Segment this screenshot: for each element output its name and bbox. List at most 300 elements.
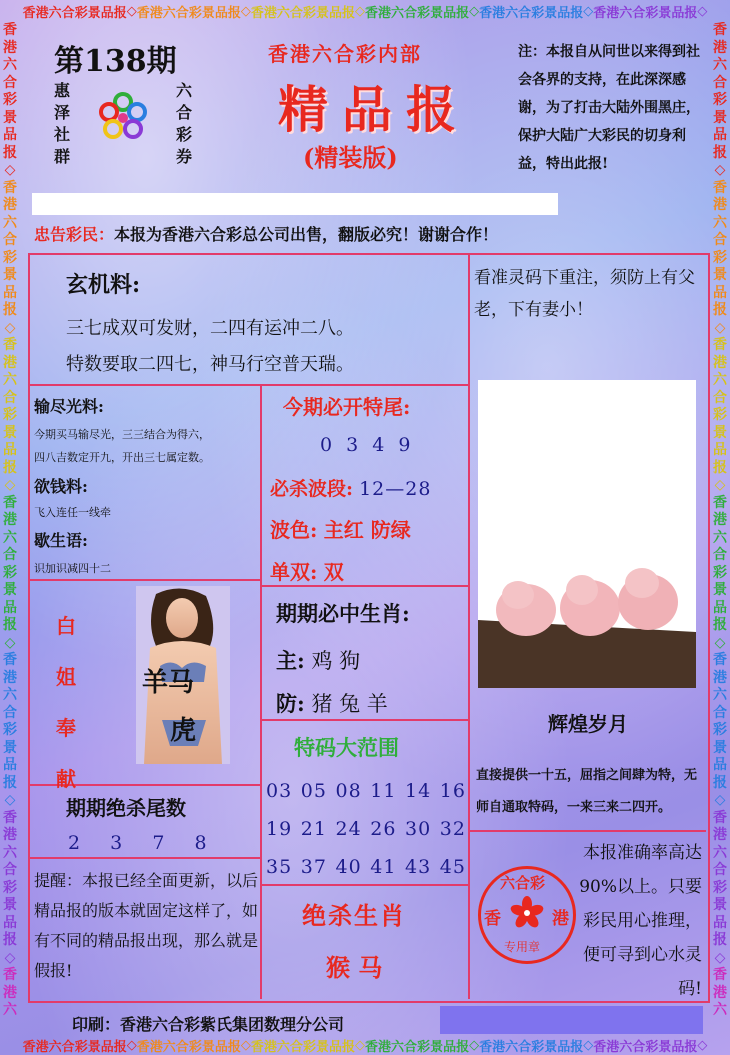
border-char: 六 bbox=[48, 1039, 62, 1055]
border-char: 港 bbox=[149, 5, 163, 21]
border-char: 港 bbox=[713, 669, 727, 686]
border-char: 港 bbox=[263, 5, 277, 21]
border-char: 彩 bbox=[3, 249, 17, 266]
border-char: 港 bbox=[3, 984, 17, 1001]
border-char: 港 bbox=[606, 1039, 620, 1055]
border-char: 品 bbox=[671, 1039, 685, 1055]
diamond-icon: ◇ bbox=[240, 3, 251, 19]
border-char: 品 bbox=[713, 442, 727, 458]
border-char: 景 bbox=[3, 897, 17, 913]
pigs-photo bbox=[478, 380, 696, 688]
divider bbox=[260, 386, 262, 999]
killzodiac-value: 猴 马 bbox=[326, 953, 383, 982]
color-value: 主红 防绿 bbox=[323, 518, 411, 542]
border-char: 六 bbox=[391, 5, 405, 21]
border-char: 景 bbox=[315, 1039, 329, 1055]
range-number: 21 bbox=[300, 818, 327, 840]
border-char: 景 bbox=[658, 1039, 672, 1055]
range-number: 37 bbox=[300, 856, 327, 878]
issue-number: 第138期 bbox=[54, 44, 177, 79]
slogan-char: 惠 bbox=[54, 81, 71, 100]
divider bbox=[262, 719, 468, 721]
xiesheng-title: 歇生语: bbox=[34, 531, 88, 550]
border-char: 香 bbox=[3, 652, 17, 668]
range-number: 35 bbox=[266, 856, 293, 878]
border-char: 合 bbox=[713, 74, 727, 91]
border-char: 港 bbox=[713, 984, 727, 1001]
border-char: 合 bbox=[3, 704, 17, 721]
divider bbox=[468, 255, 470, 999]
caption-char: 白 bbox=[56, 614, 76, 638]
diamond-icon: ◇ bbox=[4, 949, 16, 966]
zodiac-fang-line bbox=[276, 688, 388, 718]
border-char: 报 bbox=[3, 932, 17, 948]
border-char: 六 bbox=[713, 529, 727, 546]
border-char: 合 bbox=[61, 5, 75, 21]
border-char: 六 bbox=[276, 1039, 290, 1055]
border-char: 港 bbox=[713, 512, 727, 528]
girl-caption bbox=[56, 610, 76, 792]
border-char: 景 bbox=[713, 897, 727, 913]
border-char: 彩 bbox=[713, 879, 727, 896]
organization-name: 香港六合彩内部 bbox=[268, 42, 422, 66]
accuracy-text: 本报准确率高达90%以上。只要彩民用心推理，便可寻到心水灵码! bbox=[579, 843, 702, 999]
border-char: 景 bbox=[87, 5, 101, 21]
diamond-icon: ◇ bbox=[583, 3, 594, 19]
border-char: 香 bbox=[250, 1039, 264, 1055]
border-char: 景 bbox=[3, 582, 17, 598]
danshuang-label: 单双: bbox=[270, 560, 318, 584]
border-char: 景 bbox=[201, 5, 215, 21]
slogan-char: 群 bbox=[54, 147, 71, 166]
diamond-icon: ◇ bbox=[355, 3, 365, 19]
warning-label: 忠告彩民： bbox=[34, 225, 115, 244]
border-char: 港 bbox=[3, 39, 17, 56]
border-char: 六 bbox=[505, 1039, 519, 1055]
shujin-text-2: 四八吉数定开九，开出三七属定数。 bbox=[34, 451, 210, 464]
border-char: 景 bbox=[544, 1039, 558, 1055]
border-char: 六 bbox=[619, 1039, 633, 1055]
diamond-icon: ◇ bbox=[583, 1037, 594, 1053]
bo-value: 12—28 bbox=[359, 478, 432, 500]
border-char: 景 bbox=[658, 5, 672, 21]
border-char: 报 bbox=[3, 617, 17, 633]
border-char: 香 bbox=[713, 967, 727, 983]
border-char: 品 bbox=[3, 599, 17, 616]
border-char: 六 bbox=[276, 5, 290, 21]
border-char: 景 bbox=[713, 109, 727, 126]
border-char: 香 bbox=[3, 809, 17, 826]
border-char: 彩 bbox=[713, 564, 727, 581]
border-char: 香 bbox=[3, 22, 17, 38]
diamond-icon: ◇ bbox=[4, 162, 16, 178]
lottery-logo-icon bbox=[98, 92, 148, 142]
seal-bottom-text: 专用章 bbox=[504, 940, 541, 954]
border-char: 合 bbox=[289, 1039, 303, 1055]
border-char: 报 bbox=[341, 1039, 355, 1055]
diamond-icon: ◇ bbox=[126, 1037, 137, 1053]
border-char: 品 bbox=[443, 5, 457, 21]
border-char: 六 bbox=[713, 687, 727, 703]
range-number: 11 bbox=[370, 780, 397, 802]
color-label: 波色: bbox=[270, 518, 318, 542]
border-char: 香 bbox=[713, 22, 727, 38]
border-char: 六 bbox=[48, 5, 62, 21]
border-char: 彩 bbox=[302, 1039, 316, 1055]
range-number: 16 bbox=[439, 780, 466, 802]
diamond-icon: ◇ bbox=[469, 3, 480, 19]
border-char: 品 bbox=[3, 127, 17, 143]
border-char: 报 bbox=[713, 144, 727, 161]
border-char: 彩 bbox=[3, 722, 17, 738]
border-char: 彩 bbox=[531, 1039, 545, 1055]
shujin-text-1: 今期买马输尽光，三三结合为得六， bbox=[34, 428, 210, 441]
border-char: 合 bbox=[3, 547, 17, 563]
border-char: 彩 bbox=[188, 1039, 202, 1055]
yuqian-title: 欲钱料: bbox=[34, 477, 88, 496]
border-char: 报 bbox=[570, 5, 584, 21]
border-char: 六 bbox=[3, 529, 17, 546]
border-char: 合 bbox=[518, 1039, 532, 1055]
border-char: 六 bbox=[162, 5, 176, 21]
border-char: 合 bbox=[3, 862, 17, 878]
border-char: 品 bbox=[713, 914, 727, 931]
border-char: 合 bbox=[175, 1039, 189, 1055]
top-border-text bbox=[0, 0, 730, 22]
border-char: 香 bbox=[3, 494, 17, 511]
xuanji-title: 玄机料: bbox=[66, 272, 141, 298]
warning-text: 本报为香港六合彩总公司出售，翻版必究！谢谢合作！ bbox=[114, 225, 499, 244]
diamond-icon: ◇ bbox=[4, 477, 16, 493]
border-char: 六 bbox=[713, 214, 727, 231]
border-char: 六 bbox=[3, 57, 17, 73]
blank-banner bbox=[32, 193, 558, 215]
slogan-char: 券 bbox=[176, 147, 193, 166]
border-char: 品 bbox=[3, 757, 17, 773]
border-char: 六 bbox=[3, 844, 17, 861]
border-char: 品 bbox=[100, 1039, 114, 1055]
slogan-char: 社 bbox=[54, 125, 71, 144]
range-number: 41 bbox=[370, 856, 397, 878]
border-char: 品 bbox=[3, 914, 17, 931]
border-char: 港 bbox=[3, 512, 17, 528]
border-char: 彩 bbox=[74, 1039, 88, 1055]
slogan-char: 彩 bbox=[176, 125, 193, 144]
border-char: 香 bbox=[365, 5, 379, 21]
diamond-icon: ◇ bbox=[355, 1037, 365, 1053]
border-char: 品 bbox=[443, 1039, 457, 1055]
bottom-border-text bbox=[0, 1035, 730, 1055]
border-char: 彩 bbox=[417, 1039, 431, 1055]
border-char: 港 bbox=[3, 197, 17, 213]
border-char: 六 bbox=[3, 687, 17, 703]
range-number: 43 bbox=[405, 856, 432, 878]
border-char: 景 bbox=[87, 1039, 101, 1055]
border-char: 彩 bbox=[74, 5, 88, 21]
border-char: 港 bbox=[378, 1039, 392, 1055]
border-char: 彩 bbox=[645, 1039, 659, 1055]
border-char: 六 bbox=[619, 5, 633, 21]
border-char: 报 bbox=[113, 1039, 127, 1055]
border-char: 彩 bbox=[531, 5, 545, 21]
diamond-icon: ◇ bbox=[126, 3, 137, 19]
border-char: 合 bbox=[632, 5, 646, 21]
border-char: 景 bbox=[3, 109, 17, 126]
diamond-icon: ◇ bbox=[4, 792, 16, 808]
border-char: 彩 bbox=[3, 92, 17, 108]
border-char: 品 bbox=[671, 5, 685, 21]
footer-blue-block bbox=[440, 1006, 703, 1034]
right-border-text bbox=[710, 22, 730, 1035]
border-char: 报 bbox=[456, 1039, 470, 1055]
border-char: 六 bbox=[505, 5, 519, 21]
border-char: 六 bbox=[713, 1002, 727, 1018]
reminder-text: 提醒：本报已经全面更新，以后精品报的版本就固定这样了，如有不同的精品报出现，那么就是假报! bbox=[34, 871, 259, 980]
border-char: 港 bbox=[35, 5, 49, 21]
range-number: 30 bbox=[405, 818, 432, 840]
color-line bbox=[270, 514, 411, 543]
border-char: 品 bbox=[557, 1039, 571, 1055]
border-char: 彩 bbox=[3, 564, 17, 581]
danshuang-value: 双 bbox=[323, 560, 344, 584]
border-char: 景 bbox=[3, 739, 17, 756]
border-char: 香 bbox=[479, 5, 493, 21]
border-char: 合 bbox=[3, 74, 17, 91]
border-char: 景 bbox=[430, 1039, 444, 1055]
border-char: 港 bbox=[492, 5, 506, 21]
bo-label: 必杀波段: bbox=[270, 478, 354, 500]
border-char: 合 bbox=[3, 232, 17, 248]
border-char: 报 bbox=[113, 5, 127, 21]
border-char: 彩 bbox=[713, 249, 727, 266]
border-char: 香 bbox=[593, 1039, 607, 1055]
border-char: 景 bbox=[3, 267, 17, 283]
seal-top-text: 六合彩 bbox=[500, 874, 546, 892]
range-number: 24 bbox=[335, 818, 362, 840]
caption-char: 奉 bbox=[56, 716, 76, 740]
border-char: 港 bbox=[713, 197, 727, 213]
divider bbox=[470, 830, 706, 832]
photo-overlay-1: 羊马 bbox=[142, 668, 195, 698]
zodiac-title: 期期必中生肖: bbox=[276, 601, 410, 626]
killzodiac-title: 绝杀生肖 bbox=[302, 901, 406, 930]
range-number: 03 bbox=[266, 780, 293, 802]
diamond-icon: ◇ bbox=[4, 319, 16, 336]
bauhinia-flower-icon bbox=[510, 896, 544, 930]
border-char: 报 bbox=[713, 459, 727, 476]
border-char: 品 bbox=[713, 127, 727, 143]
range-title: 特码大范围 bbox=[294, 735, 399, 760]
diamond-icon: ◇ bbox=[4, 634, 16, 651]
border-char: 港 bbox=[3, 669, 17, 686]
border-char: 合 bbox=[404, 1039, 418, 1055]
tewei-title: 今期必开特尾: bbox=[283, 395, 411, 419]
header-note: 注：本报自从问世以来得到社会各界的支持，在此深深感谢，为了打击大陆外围黑庄，保护大陆广大彩民的切身利益，特出此报! bbox=[518, 44, 700, 172]
range-number: 45 bbox=[439, 856, 466, 878]
border-char: 报 bbox=[3, 774, 17, 791]
border-char: 报 bbox=[3, 302, 17, 318]
border-char: 香 bbox=[3, 337, 17, 353]
border-char: 合 bbox=[713, 232, 727, 248]
range-number: 08 bbox=[335, 780, 362, 802]
caption-char: 献 bbox=[56, 767, 76, 791]
slogan-char: 六 bbox=[176, 81, 193, 100]
diamond-icon: ◇ bbox=[697, 3, 708, 19]
border-char: 港 bbox=[713, 827, 727, 843]
pigs-caption: 辉煌岁月 bbox=[548, 712, 628, 736]
border-char: 六 bbox=[391, 1039, 405, 1055]
border-char: 港 bbox=[713, 39, 727, 56]
range-grid bbox=[266, 780, 466, 894]
border-char: 品 bbox=[713, 757, 727, 773]
border-char: 彩 bbox=[645, 5, 659, 21]
zodiac-main-value: 鸡 狗 bbox=[311, 649, 361, 673]
border-char: 报 bbox=[3, 459, 17, 476]
border-char: 景 bbox=[3, 424, 17, 441]
border-char: 景 bbox=[315, 5, 329, 21]
pigs-text: 直接提供一十五，屈指之间肆为特，无师自通取特码，一来三来二四开。 bbox=[476, 768, 698, 815]
border-char: 合 bbox=[175, 5, 189, 21]
border-char: 景 bbox=[713, 739, 727, 756]
border-char: 报 bbox=[684, 1039, 698, 1055]
xuanji-line-1: 三七成双可发财，二四有运冲二八。 bbox=[66, 318, 354, 339]
border-char: 合 bbox=[404, 5, 418, 21]
paper-title: 精品报 bbox=[278, 80, 470, 139]
diamond-icon: ◇ bbox=[714, 319, 726, 336]
border-char: 品 bbox=[713, 284, 727, 301]
border-char: 彩 bbox=[188, 5, 202, 21]
border-char: 报 bbox=[570, 1039, 584, 1055]
border-char: 报 bbox=[227, 5, 241, 21]
seal-left-text: 香 bbox=[484, 909, 501, 929]
zodiac-fang-value: 猪 兔 羊 bbox=[311, 692, 388, 716]
border-char: 香 bbox=[136, 1039, 150, 1055]
border-char: 品 bbox=[100, 5, 114, 21]
border-char: 景 bbox=[544, 5, 558, 21]
border-char: 品 bbox=[328, 1039, 342, 1055]
border-char: 香 bbox=[713, 494, 727, 511]
border-char: 港 bbox=[713, 354, 727, 371]
left-vertical-slogan bbox=[54, 80, 70, 168]
range-number: 14 bbox=[405, 780, 432, 802]
border-char: 景 bbox=[713, 424, 727, 441]
border-char: 合 bbox=[713, 547, 727, 563]
printer-line: 印刷：香港六合彩紫氏集团数理分公司 bbox=[72, 1015, 345, 1034]
border-char: 港 bbox=[606, 5, 620, 21]
border-char: 香 bbox=[136, 5, 150, 21]
border-char: 香 bbox=[22, 1039, 36, 1055]
divider bbox=[30, 384, 468, 386]
border-char: 香 bbox=[713, 652, 727, 668]
border-char: 合 bbox=[632, 1039, 646, 1055]
xuanji-line-2: 特数要取二四七，神马行空普天瑞。 bbox=[66, 354, 354, 375]
divider bbox=[262, 585, 468, 587]
border-char: 港 bbox=[149, 1039, 163, 1055]
xiesheng-text: 识加识减四十二 bbox=[34, 562, 111, 575]
range-row bbox=[266, 818, 466, 856]
divider bbox=[30, 579, 260, 581]
border-char: 香 bbox=[250, 5, 264, 21]
border-char: 报 bbox=[684, 5, 698, 21]
border-char: 六 bbox=[713, 57, 727, 73]
shujin-title: 输尽光料: bbox=[34, 397, 104, 416]
border-char: 六 bbox=[3, 1002, 17, 1018]
border-char: 报 bbox=[341, 5, 355, 21]
border-char: 港 bbox=[3, 827, 17, 843]
border-char: 彩 bbox=[417, 5, 431, 21]
range-number: 26 bbox=[370, 818, 397, 840]
border-char: 品 bbox=[713, 599, 727, 616]
bo-line bbox=[270, 474, 431, 501]
border-char: 品 bbox=[214, 1039, 228, 1055]
zodiac-main-label: 主: bbox=[276, 648, 305, 673]
border-char: 报 bbox=[456, 5, 470, 21]
range-row bbox=[266, 856, 466, 894]
border-char: 彩 bbox=[713, 407, 727, 423]
diamond-icon: ◇ bbox=[714, 949, 726, 966]
diamond-icon: ◇ bbox=[714, 477, 726, 493]
border-char: 合 bbox=[61, 1039, 75, 1055]
left-border-text bbox=[0, 22, 20, 1035]
diamond-icon: ◇ bbox=[240, 1037, 251, 1053]
border-char: 香 bbox=[22, 5, 36, 21]
border-char: 合 bbox=[289, 5, 303, 21]
range-row bbox=[266, 780, 466, 818]
slogan-char: 合 bbox=[176, 103, 193, 122]
border-char: 香 bbox=[713, 179, 727, 196]
tewei-digits: 0 3 4 9 bbox=[320, 434, 415, 456]
border-char: 报 bbox=[3, 144, 17, 161]
border-char: 港 bbox=[35, 1039, 49, 1055]
zodiac-main-line bbox=[276, 645, 360, 675]
range-number: 40 bbox=[335, 856, 362, 878]
border-char: 香 bbox=[365, 1039, 379, 1055]
seal-right-text: 港 bbox=[552, 909, 569, 929]
border-char: 品 bbox=[214, 5, 228, 21]
border-char: 品 bbox=[557, 5, 571, 21]
border-char: 港 bbox=[263, 1039, 277, 1055]
caption-char: 姐 bbox=[56, 665, 76, 689]
danshuang-line bbox=[270, 556, 344, 585]
border-char: 报 bbox=[713, 774, 727, 791]
border-char: 合 bbox=[518, 5, 532, 21]
border-char: 六 bbox=[3, 372, 17, 388]
border-char: 报 bbox=[713, 302, 727, 318]
border-char: 香 bbox=[593, 5, 607, 21]
border-char: 彩 bbox=[713, 722, 727, 738]
killtail-title: 期期绝杀尾数 bbox=[66, 796, 186, 820]
border-char: 港 bbox=[3, 354, 17, 371]
slogan-char: 泽 bbox=[54, 103, 71, 122]
border-char: 报 bbox=[713, 932, 727, 948]
right-vertical-slogan bbox=[176, 80, 192, 168]
killtail-digits: 2 3 7 8 bbox=[68, 832, 213, 854]
border-char: 香 bbox=[713, 337, 727, 353]
diamond-icon: ◇ bbox=[469, 1037, 480, 1053]
border-char: 合 bbox=[713, 862, 727, 878]
border-char: 合 bbox=[713, 389, 727, 406]
zodiac-fang-label: 防: bbox=[276, 691, 305, 716]
warning-line bbox=[34, 222, 498, 245]
border-char: 六 bbox=[713, 372, 727, 388]
range-number: 05 bbox=[300, 780, 327, 802]
border-char: 彩 bbox=[713, 92, 727, 108]
range-number: 32 bbox=[439, 818, 466, 840]
edition-label: (精装版) bbox=[303, 143, 398, 172]
range-number: 19 bbox=[266, 818, 293, 840]
border-char: 景 bbox=[430, 5, 444, 21]
border-char: 彩 bbox=[302, 5, 316, 21]
